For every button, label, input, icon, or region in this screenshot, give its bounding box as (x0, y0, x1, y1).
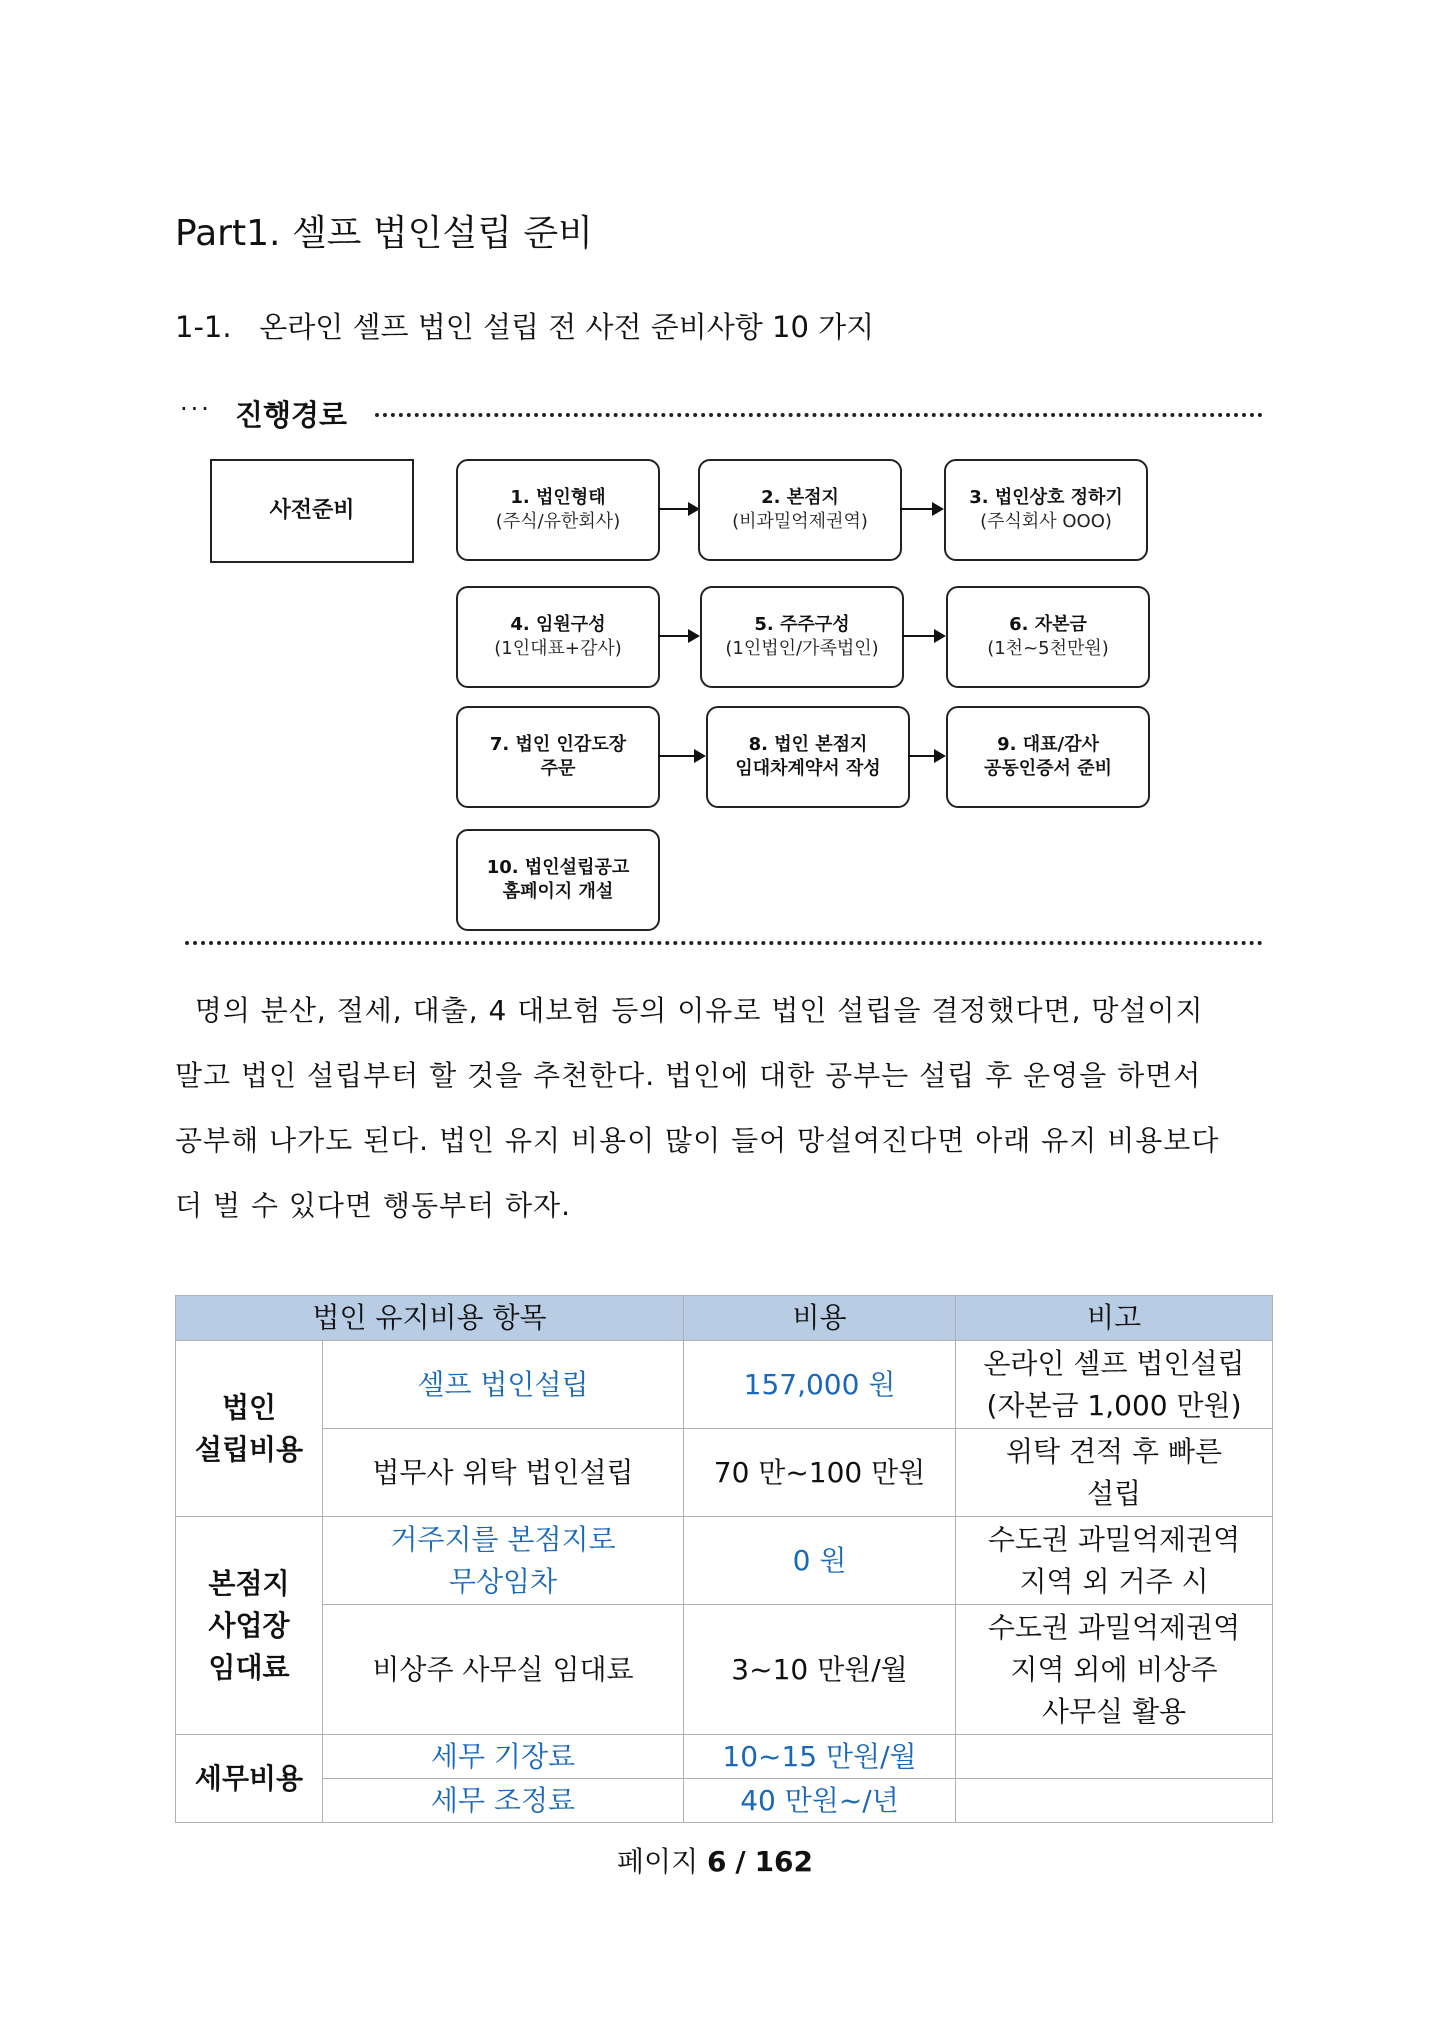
flow-step-2-title: 2. 본점지 (761, 487, 839, 508)
category-cell: 법인 설립비용 (176, 1341, 323, 1517)
flow-step-3 (944, 459, 1148, 561)
table-row (176, 1429, 1273, 1517)
flow-header-label: 진행경로 (235, 398, 348, 432)
part-title: Part1. 셀프 법인설립 준비 (175, 213, 593, 254)
flow-step-3-title: 3. 법인상호 정하기 (969, 487, 1123, 508)
flow-step-8-detail: 임대차계약서 작성 (735, 758, 881, 779)
table-row (176, 1735, 1273, 1779)
paragraph-line-2: 말고 법인 설립부터 할 것을 추천한다. 법인에 대한 공부는 설립 후 운영을 하면서 (175, 1059, 1202, 1092)
flow-header-prefix: ··· (180, 395, 212, 423)
flow-header-divider (375, 413, 1263, 417)
flow-step-9-title: 9. 대표/감사 (997, 734, 1099, 755)
flow-step-7 (456, 706, 660, 808)
flow-start-label: 사전준비 (269, 498, 355, 523)
cost-cell: 40 만원~/년 (684, 1779, 956, 1823)
arrow-icon (902, 635, 944, 637)
note-cell: 온라인 셀프 법인설립 (자본금 1,000 만원) (956, 1341, 1273, 1429)
table-row (176, 1517, 1273, 1605)
cost-table (175, 1295, 1273, 1823)
flow-step-5 (700, 586, 904, 688)
flow-step-1-title: 1. 법인형태 (510, 487, 606, 508)
note-cell: 수도권 과밀억제권역 지역 외 거주 시 (956, 1517, 1273, 1605)
flow-step-7-title: 7. 법인 인감도장 (489, 734, 627, 755)
page-number-current: 6 (707, 1845, 727, 1878)
page-number-separator: / (735, 1845, 746, 1878)
flow-header (180, 393, 1260, 433)
page-number-prefix: 페이지 (616, 1845, 699, 1878)
header-item: 법인 유지비용 항목 (176, 1296, 684, 1341)
flow-start-box (210, 459, 414, 563)
category-cell: 본점지 사업장 임대료 (176, 1517, 323, 1735)
section-title: 1-1. 온라인 셀프 법인 설립 전 사전 준비사항 10 가지 (175, 310, 875, 344)
paragraph-line-1: 명의 분산, 절세, 대출, 4 대보험 등의 이유로 법인 설립을 결정했다면, 망설이지 (175, 994, 1204, 1027)
table-row (176, 1779, 1273, 1823)
cost-cell: 0 원 (684, 1517, 956, 1605)
cost-cell: 157,000 원 (684, 1341, 956, 1429)
paragraph-line-4: 더 벌 수 있다면 행동부터 하자. (175, 1189, 571, 1222)
flow-step-10 (456, 829, 660, 931)
flow-step-5-title: 5. 주주구성 (754, 614, 850, 635)
flow-step-2-detail: (비과밀억제권역) (732, 511, 868, 532)
cost-cell: 10~15 만원/월 (684, 1735, 956, 1779)
table-row (176, 1341, 1273, 1429)
note-cell: 위탁 견적 후 빠른 설립 (956, 1429, 1273, 1517)
flow-step-5-detail: (1인법인/가족법인) (725, 638, 879, 659)
category-cell: 세무비용 (176, 1735, 323, 1823)
arrow-icon (658, 635, 698, 637)
item-cell: 비상주 사무실 임대료 (323, 1605, 684, 1735)
flow-step-9 (946, 706, 1150, 808)
item-cell: 셀프 법인설립 (323, 1341, 684, 1429)
item-cell: 세무 조정료 (323, 1779, 684, 1823)
flow-step-3-detail: (주식회사 OOO) (980, 511, 1112, 532)
page-number-total: 162 (754, 1845, 814, 1878)
flow-step-4 (456, 586, 660, 688)
header-note: 비고 (956, 1296, 1273, 1341)
flow-step-4-title: 4. 임원구성 (510, 614, 606, 635)
arrow-icon (658, 508, 698, 510)
flow-step-4-detail: (1인대표+감사) (494, 638, 622, 659)
table-header-row (176, 1296, 1273, 1341)
flow-step-8 (706, 706, 910, 808)
note-cell (956, 1779, 1273, 1823)
item-cell: 세무 기장료 (323, 1735, 684, 1779)
flow-step-6-detail: (1천~5천만원) (987, 638, 1109, 659)
flow-step-1-detail: (주식/유한회사) (495, 511, 621, 532)
arrow-icon (658, 755, 704, 757)
flow-step-10-title: 10. 법인설립공고 (486, 857, 630, 878)
flow-step-10-detail: 홈페이지 개설 (502, 881, 614, 902)
flow-step-8-title: 8. 법인 본점지 (748, 734, 868, 755)
item-cell: 거주지를 본점지로 무상임차 (323, 1517, 684, 1605)
flow-footer-divider (185, 941, 1263, 945)
table-row (176, 1605, 1273, 1735)
flow-step-2 (698, 459, 902, 561)
flow-step-9-detail: 공동인증서 준비 (984, 758, 1112, 779)
flow-step-6 (946, 586, 1150, 688)
item-cell: 법무사 위탁 법인설립 (323, 1429, 684, 1517)
note-cell: 수도권 과밀억제권역 지역 외에 비상주 사무실 활용 (956, 1605, 1273, 1735)
arrow-icon (900, 508, 942, 510)
header-cost: 비용 (684, 1296, 956, 1341)
cost-cell: 3~10 만원/월 (684, 1605, 956, 1735)
arrow-icon (908, 755, 944, 757)
page-number (0, 1840, 1430, 1880)
flow-step-6-title: 6. 자본금 (1009, 614, 1087, 635)
flow-step-1 (456, 459, 660, 561)
paragraph-line-3: 공부해 나가도 된다. 법인 유지 비용이 많이 들어 망설여진다면 아래 유지 비용보다 (175, 1124, 1220, 1157)
flow-step-7-detail: 주문 (540, 758, 576, 779)
note-cell (956, 1735, 1273, 1779)
cost-cell: 70 만~100 만원 (684, 1429, 956, 1517)
